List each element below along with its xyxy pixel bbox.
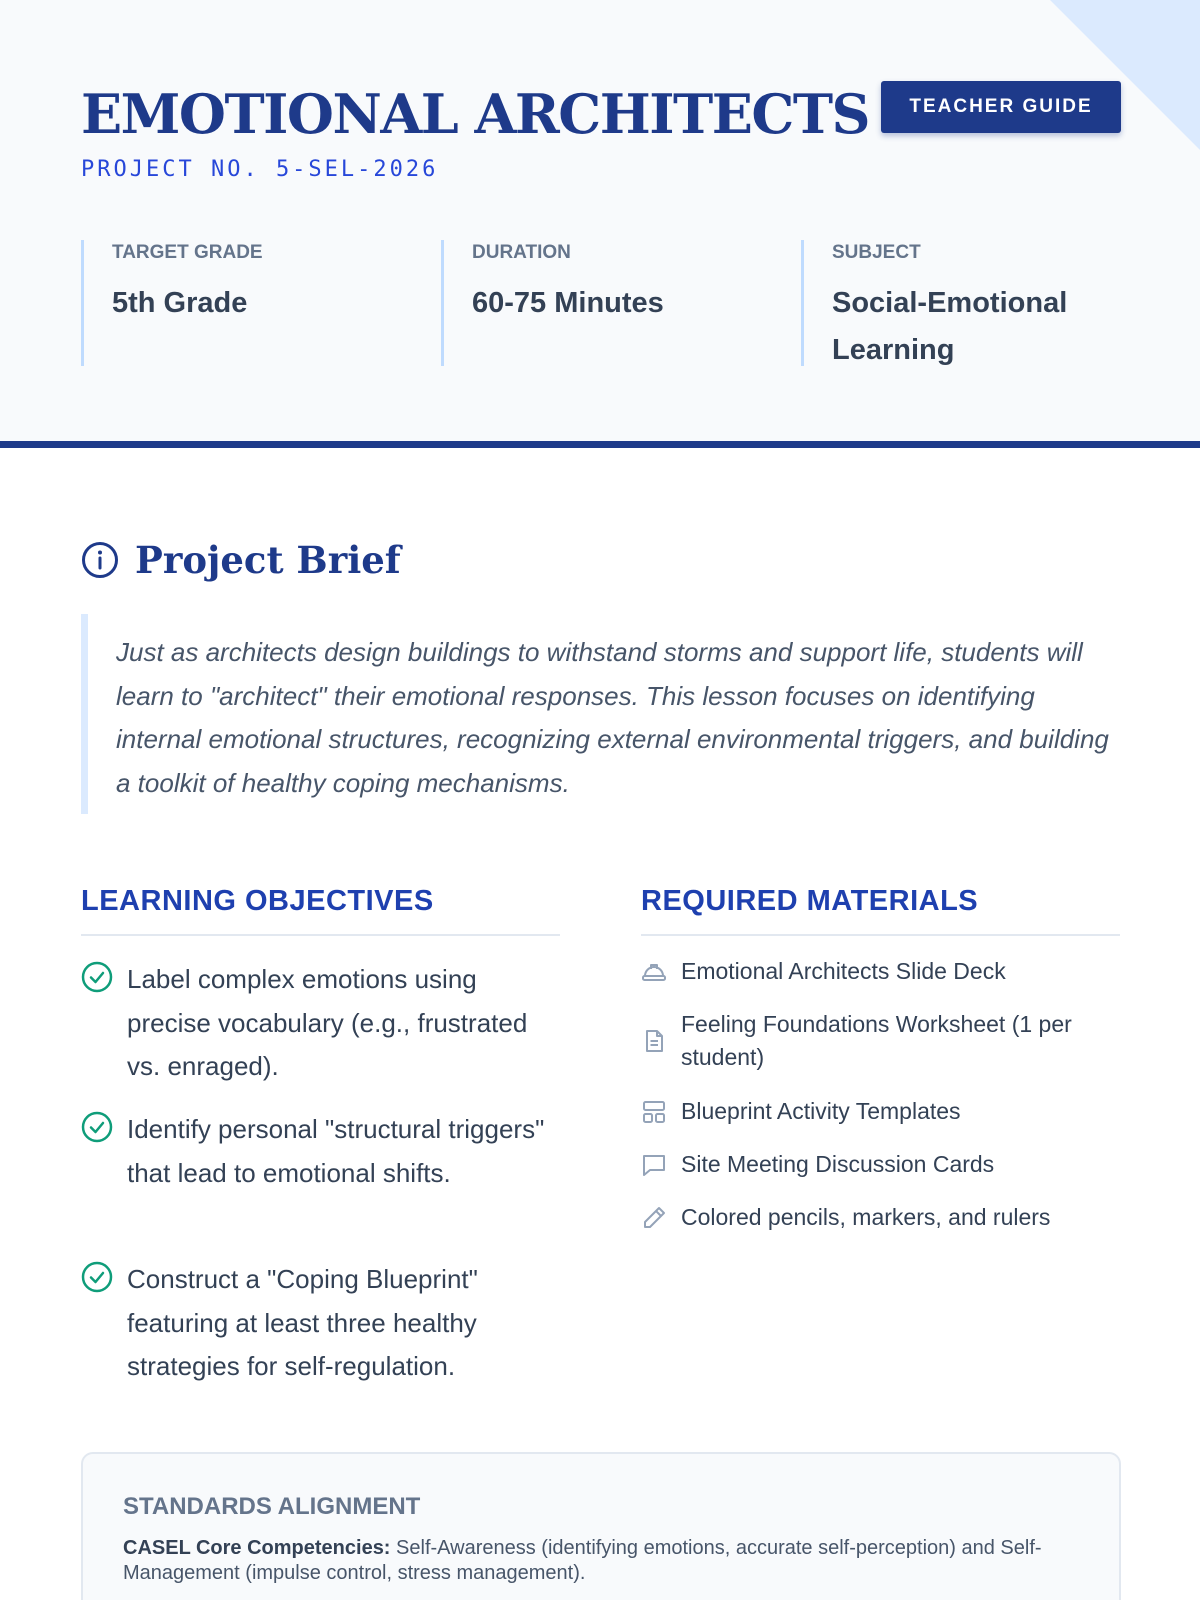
chat-bubble-icon	[641, 1152, 667, 1178]
objective-text: Identify personal "structural triggers" that lead to emotional shifts.	[127, 1114, 545, 1188]
objective-item	[81, 1258, 561, 1389]
check-circle-icon	[81, 1111, 113, 1195]
material-text: Feeling Foundations Worksheet (1 per student)	[681, 1011, 1072, 1070]
material-text: Colored pencils, markers, and rulers	[681, 1204, 1051, 1230]
project-number: PROJECT NO. 5-SEL-2026	[81, 157, 439, 182]
objective-text: Construct a "Coping Blueprint" featuring at least three healthy strategies for self-regulation.	[127, 1264, 478, 1381]
material-item	[641, 955, 1111, 988]
standards-alignment-card	[81, 1452, 1121, 1600]
material-text: Site Meeting Discussion Cards	[681, 1151, 995, 1177]
material-text: Emotional Architects Slide Deck	[681, 958, 1006, 984]
meta-value: Social-Emotional Learning	[832, 287, 1068, 366]
meta-duration	[441, 240, 741, 366]
info-circle-icon	[81, 541, 119, 579]
standards-label: CASEL Core Competencies:	[123, 1537, 391, 1559]
check-circle-icon	[81, 1261, 113, 1389]
standards-title: STANDARDS ALIGNMENT	[123, 1493, 421, 1520]
header	[0, 0, 1200, 448]
objective-item	[81, 1108, 561, 1195]
project-brief-text: Just as architects design buildings to withstand storms and support life, students will learn to "architect" their emotional responses. This lesson focuses on identifying internal emotional structures, recognizing external environmental triggers, and building a toolkit of healthy coping mechanisms.	[81, 614, 1121, 814]
meta-value: 60-75 Minutes	[472, 287, 664, 319]
document-icon	[641, 1028, 667, 1054]
standards-body: Self-Awareness (identifying emotions, accurate self-perception) and Self-Management (impulse control, stress management).	[123, 1537, 1042, 1584]
meta-label: TARGET GRADE	[112, 242, 263, 263]
meta-label: SUBJECT	[832, 242, 921, 263]
objective-item	[81, 958, 561, 1089]
pencil-icon	[641, 1205, 667, 1231]
material-item	[641, 1008, 1111, 1074]
page-title: EMOTIONAL ARCHITECTS	[81, 82, 870, 146]
required-materials-heading: REQUIRED MATERIALS	[641, 882, 1120, 936]
hard-hat-icon	[641, 959, 667, 985]
material-text: Blueprint Activity Templates	[681, 1098, 961, 1124]
material-item	[641, 1148, 1111, 1181]
material-item	[641, 1201, 1111, 1234]
project-brief-title: Project Brief	[135, 538, 401, 582]
objective-text: Label complex emotions using precise vocabulary (e.g., frustrated vs. enraged).	[127, 964, 528, 1081]
standards-text	[123, 1536, 1079, 1586]
layout-template-icon	[641, 1099, 667, 1125]
meta-label: DURATION	[472, 242, 571, 263]
meta-subject	[801, 240, 1131, 366]
meta-value: 5th Grade	[112, 287, 248, 319]
project-brief-heading	[81, 537, 401, 583]
teacher-guide-badge: TEACHER GUIDE	[881, 81, 1121, 133]
material-item	[641, 1095, 1111, 1128]
learning-objectives-heading: LEARNING OBJECTIVES	[81, 882, 560, 936]
meta-target-grade	[81, 240, 381, 366]
check-circle-icon	[81, 961, 113, 1089]
